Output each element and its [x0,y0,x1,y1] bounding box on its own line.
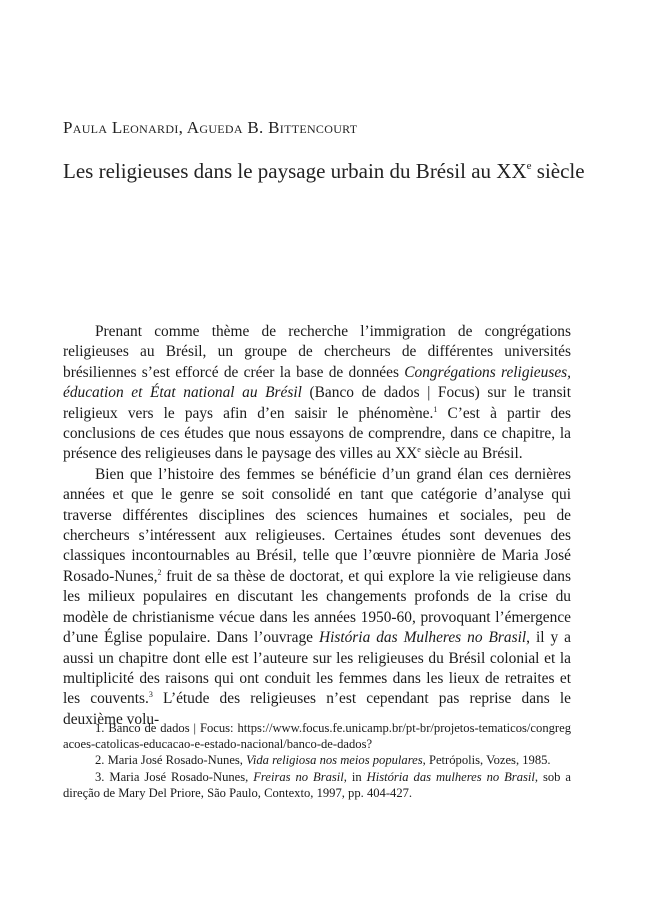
footnote-3-italic-title-1: Freiras no Brasil [253,769,344,784]
paragraph-2-text-c: , il y a aussi un chapitre dont elle est l’auteure sur les religieuses du Brésil colonial et la multiplicité des raisons qui ont conduit les femmes dans les lieux de retraites et les couvents. [63,629,571,708]
footnotes [63,720,571,801]
footnote-1-text: 1. Banco de dados | Focus: https://www.focus.fe.unicamp.br/pt-br/projetos-tematicos/congregacoes-catolicas-educacao-e-estado-nacional/banco-de-dados? [63,721,571,752]
footnote-2-text-b: , Petrópolis, Vozes, 1985. [422,753,551,768]
chapter-authors: Paula Leonardi, Agueda B. Bittencourt [63,118,358,137]
footnote-ref-1[interactable]: 1 [433,404,438,414]
paragraph-2-italic-title: História das Mulheres no Brasil [318,629,527,647]
footnote-ref-2[interactable]: 2 [157,567,162,577]
body-text [63,322,571,730]
footnote-2 [63,752,571,768]
chapter-title-end: siècle [531,159,585,183]
paragraph-2-text-d: L’étude des religieuses n’est cependant pas reprise dans le deuxième volu- [63,690,571,728]
footnote-1 [63,720,571,752]
footnote-2-text-a: 2. Maria José Rosado-Nunes, [95,753,247,768]
paragraph-1-text-b: (Banco de dados | Focus) sur le transit religieux vers le pays afin d’en saisir le phénomène. [63,384,571,422]
paragraph-1-italic-title: Congrégations religieuses, éducation et État national au Brésil [63,363,571,402]
paragraph-2-text-b: fruit de sa thèse de doctorat, et qui explore la vie religieuse dans les milieux populaires en discutant les changements profonds de la crise du modèle de christianisme vécue dans les années 1950-60, provoquant l’émergence d’une Église populaire. Dans l’ouvrage [63,567,571,647]
footnote-3-text-c: , sob a direção de Mary Del Priore, São Paulo, Contexto, 1997, pp. 404-427. [63,769,571,800]
footnote-3-text-b: , in [343,769,367,784]
footnote-3-text-a: 3. Maria José Rosado-Nunes, [95,769,254,784]
paragraph-1-text-a: Prenant comme thème de recherche l’immigration de congrégations religieuses au Brésil, un groupe de chercheurs de différentes universités brésiliennes s’est efforcé de créer la base de données [63,323,571,381]
century-superscript: e [417,445,421,455]
footnote-ref-3[interactable]: 3 [148,690,153,700]
chapter-title-main: Les religieuses dans le paysage urbain du Brésil au XX [63,159,527,183]
footnote-3-italic-title-2: História das mulheres no Brasil [366,769,535,784]
footnote-3 [63,769,571,801]
paragraph-2-text-a: Bien que l’histoire des femmes se bénéficie d’un grand élan ces dernières années et que le genre se soit consolidé en tant que catégorie d’analyse qui traverse différentes disciplines des sciences humaines et sociales, peu de chercheurs s’intéressent aux religieuses. Certaines études sont devenues des classiques incontournables au Brésil, telle que l’œuvre pionnière de Maria José Rosado-Nunes, [63,465,571,585]
paragraph-1-text-d: siècle au Brésil. [420,445,523,463]
chapter-title [63,158,603,184]
paragraph-1 [63,322,571,465]
chapter-title-superscript: e [526,160,532,172]
paragraph-1-text-c: C’est à partir des conclusions de ces études que nous essayons de comprendre, dans ce chapitre, la présence des religieuses dans le paysage des villes au XX [63,404,571,463]
paragraph-2 [63,465,571,730]
footnote-2-italic-title: Vida religiosa nos meios populares [246,753,423,768]
